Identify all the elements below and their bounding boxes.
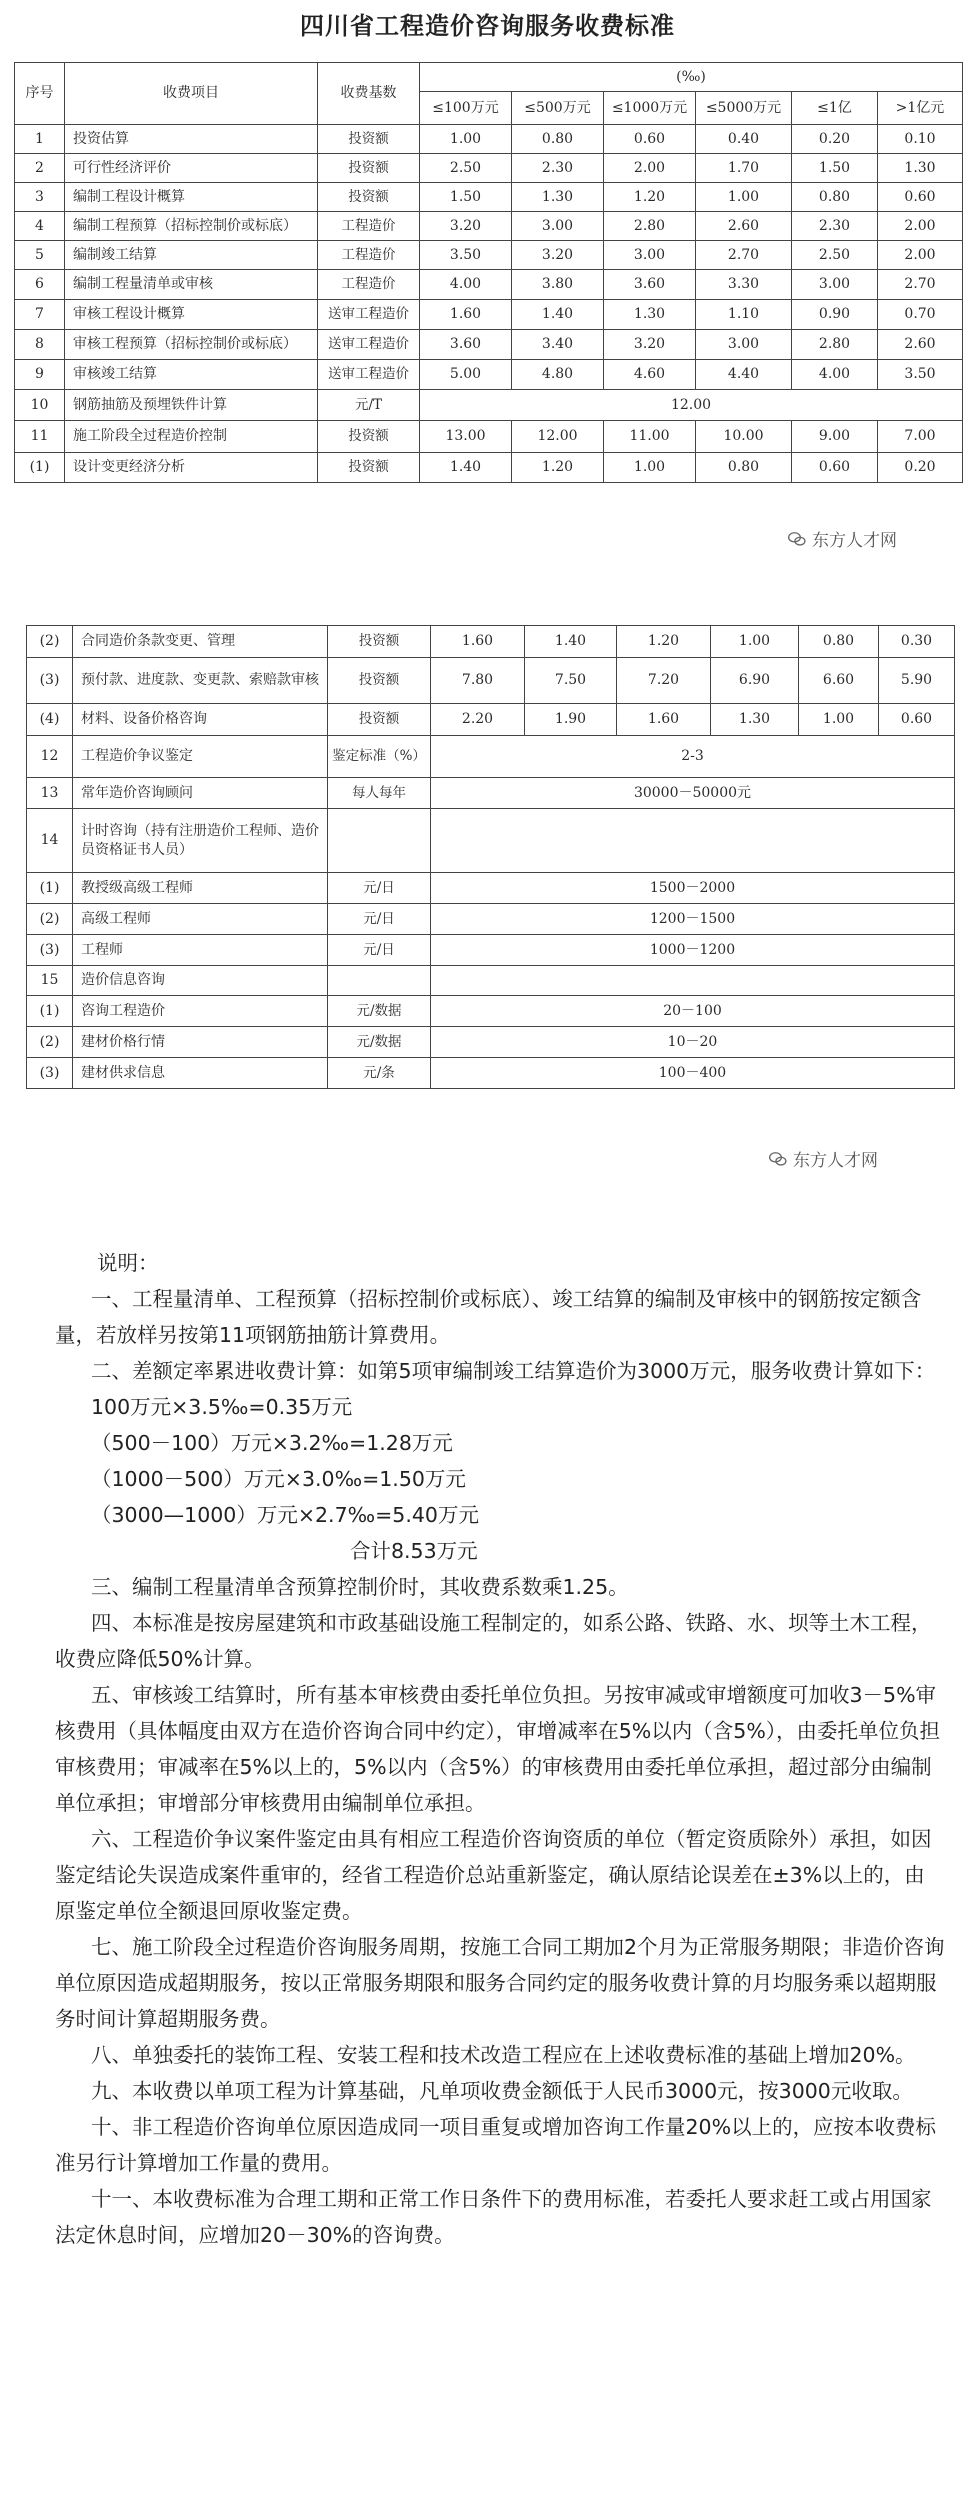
row-basis: 元/数据: [328, 996, 431, 1027]
row-value: 2.00: [878, 241, 963, 270]
row-seq: (2): [27, 1027, 73, 1058]
row-value: 3.00: [792, 270, 878, 300]
row-value: 0.10: [878, 125, 963, 154]
row-value: 0.20: [792, 125, 878, 154]
row-value: 9.00: [792, 421, 878, 453]
notes-section: [55, 1245, 945, 2253]
row-value: 12.00: [512, 421, 604, 453]
row-basis: [328, 809, 431, 873]
row-value: 4.00: [792, 360, 878, 390]
row-merged-value: 100－400: [431, 1058, 955, 1089]
row-value: 1.30: [604, 300, 696, 330]
fee-table-part2: [26, 625, 955, 1089]
note-paragraph: 七、施工阶段全过程造价咨询服务周期，按施工合同工期加2个月为正常服务期限；非造价咨询单位原因造成超期服务，按以正常服务期限和服务合同约定的服务收费计算的月均服务乘以超期服务时间计算超期服务费。: [55, 1935, 945, 2031]
table-row: [15, 300, 963, 330]
row-value: 4.40: [696, 360, 792, 390]
row-basis: 投资额: [318, 154, 420, 183]
row-item: 合同造价条款变更、管理: [73, 626, 328, 658]
row-basis: 鉴定标准（%）: [328, 736, 431, 778]
row-merged-value: 30000－50000元: [431, 778, 955, 809]
row-merged-value: [431, 966, 955, 996]
row-seq: 10: [15, 390, 65, 421]
row-value: 2.80: [604, 212, 696, 241]
row-seq: 2: [15, 154, 65, 183]
row-item: 施工阶段全过程造价控制: [65, 421, 318, 453]
row-seq: 3: [15, 183, 65, 212]
row-basis: 投资额: [328, 704, 431, 736]
row-value: 3.20: [420, 212, 512, 241]
row-value: 3.60: [420, 330, 512, 360]
row-value: 0.80: [799, 626, 879, 658]
row-basis: 工程造价: [318, 212, 420, 241]
row-value: 3.50: [878, 360, 963, 390]
page-title: 四川省工程造价咨询服务收费标准: [300, 12, 675, 40]
row-merged-value: 1000－1200: [431, 935, 955, 966]
row-seq: (2): [27, 904, 73, 935]
watermark: [764, 1145, 882, 1172]
row-basis: 元/日: [328, 904, 431, 935]
row-value: 1.00: [799, 704, 879, 736]
table-row: [15, 154, 963, 183]
row-value: 0.80: [696, 453, 792, 483]
table-row: [27, 809, 955, 873]
table-row: [15, 453, 963, 483]
table-row: [27, 1058, 955, 1089]
row-item: 工程师: [73, 935, 328, 966]
note-paragraph: 十、非工程造价咨询单位原因造成同一项目重复或增加咨询工作量20%以上的，应按本收费标准另行计算增加工作量的费用。: [55, 2115, 937, 2175]
row-item: 编制竣工结算: [65, 241, 318, 270]
row-value: 2.00: [604, 154, 696, 183]
row-value: 1.00: [696, 183, 792, 212]
row-basis: 每人每年: [328, 778, 431, 809]
watermark: [783, 525, 901, 552]
calc-line: （1000－500）万元×3.0‰=1.50万元: [91, 1467, 466, 1491]
row-value: 1.60: [617, 704, 711, 736]
row-item: 咨询工程造价: [73, 996, 328, 1027]
row-merged-value: 2-3: [431, 736, 955, 778]
row-seq: (3): [27, 1058, 73, 1089]
row-value: 3.30: [696, 270, 792, 300]
row-value: 2.70: [878, 270, 963, 300]
calc-line: （500－100）万元×3.2‰=1.28万元: [91, 1431, 453, 1455]
table-row: [15, 270, 963, 300]
row-seq: (1): [27, 996, 73, 1027]
note-paragraph: 五、审核竣工结算时，所有基本审核费由委托单位负担。另按审减或审增额度可加收3－5%审核费用（具体幅度由双方在造价咨询合同中约定），审增减率在5%以内（含5%），由委托单位负担审核费用；审减率在5%以上的，5%以内（含5%）的审核费用由委托单位承担，超过部分由编制单位承担；审增部分审核费用由编制单位承担。: [55, 1683, 941, 1815]
row-value: 0.80: [512, 125, 604, 154]
row-basis: 送审工程造价: [318, 300, 420, 330]
row-item: 编制工程设计概算: [65, 183, 318, 212]
row-basis: [328, 966, 431, 996]
row-value: 1.00: [711, 626, 799, 658]
row-seq: 14: [27, 809, 73, 873]
row-value: 3.60: [604, 270, 696, 300]
row-basis: 投资额: [318, 183, 420, 212]
row-merged-value: 1500－2000: [431, 873, 955, 904]
row-item: 材料、设备价格咨询: [73, 704, 328, 736]
row-item: 造价信息咨询: [73, 966, 328, 996]
fee-table-part1: [14, 62, 963, 483]
row-value: 3.00: [696, 330, 792, 360]
wechat-icon: [787, 529, 807, 549]
row-basis: 投资额: [328, 658, 431, 704]
row-seq: 15: [27, 966, 73, 996]
wechat-icon: [768, 1149, 788, 1169]
row-item: 编制工程预算（招标控制价或标底）: [65, 212, 318, 241]
row-seq: (4): [27, 704, 73, 736]
row-basis: 投资额: [318, 421, 420, 453]
row-value: 1.30: [711, 704, 799, 736]
row-item: 编制工程量清单或审核: [65, 270, 318, 300]
header-item: 收费项目: [65, 63, 318, 125]
row-value: 2.70: [696, 241, 792, 270]
row-value: 4.00: [420, 270, 512, 300]
row-value: 1.20: [512, 453, 604, 483]
row-merged-value: 20－100: [431, 996, 955, 1027]
row-basis: 投资额: [328, 626, 431, 658]
table-row: [27, 966, 955, 996]
row-seq: 7: [15, 300, 65, 330]
row-value: 3.80: [512, 270, 604, 300]
row-value: 7.50: [525, 658, 617, 704]
table-row: [27, 873, 955, 904]
table-row: [27, 626, 955, 658]
row-item: 建材价格行情: [73, 1027, 328, 1058]
row-value: 1.20: [617, 626, 711, 658]
row-value: 7.20: [617, 658, 711, 704]
row-seq: 9: [15, 360, 65, 390]
row-value: 0.60: [878, 183, 963, 212]
row-value: 2.60: [696, 212, 792, 241]
note-paragraph: 二、差额定率累进收费计算：如第5项审编制竣工结算造价为3000万元，服务收费计算如下：: [91, 1359, 936, 1383]
row-value: 5.90: [879, 658, 955, 704]
header-basis: 收费基数: [318, 63, 420, 125]
row-item: 审核工程设计概算: [65, 300, 318, 330]
row-value: 13.00: [420, 421, 512, 453]
table-row: [15, 421, 963, 453]
header-range: ≤100万元: [420, 92, 512, 125]
row-seq: 11: [15, 421, 65, 453]
calc-line: （3000—1000）万元×2.7‰=5.40万元: [91, 1503, 479, 1527]
row-merged-value: 1200－1500: [431, 904, 955, 935]
row-value: 1.40: [512, 300, 604, 330]
calc-total: 合计8.53万元: [350, 1539, 478, 1563]
row-item: 审核竣工结算: [65, 360, 318, 390]
row-basis: 元/日: [328, 935, 431, 966]
note-paragraph: 九、本收费以单项工程为计算基础，凡单项收费金额低于人民币3000元，按3000元收取。: [91, 2079, 913, 2103]
row-basis: 投资额: [318, 453, 420, 483]
calc-line: 100万元×3.5‰=0.35万元: [91, 1395, 353, 1419]
row-value: 0.30: [879, 626, 955, 658]
row-basis: 送审工程造价: [318, 360, 420, 390]
row-seq: 4: [15, 212, 65, 241]
row-value: 0.60: [792, 453, 878, 483]
note-paragraph: 十一、本收费标准为合理工期和正常工作日条件下的费用标准，若委托人要求赶工或占用国家法定休息时间，应增加20－30%的咨询费。: [55, 2187, 932, 2247]
row-value: 2.30: [512, 154, 604, 183]
watermark-text: 东方人才网: [812, 531, 897, 551]
table-row: [15, 212, 963, 241]
table-row: [27, 935, 955, 966]
row-value: 3.00: [512, 212, 604, 241]
row-value: 1.30: [878, 154, 963, 183]
row-value: 1.90: [525, 704, 617, 736]
header-unit: (‰): [420, 63, 963, 92]
row-basis: 投资额: [318, 125, 420, 154]
table-row: [15, 360, 963, 390]
row-item: 计时咨询（持有注册造价工程师、造价员资格证书人员）: [73, 809, 328, 873]
row-value: 3.40: [512, 330, 604, 360]
row-item: 高级工程师: [73, 904, 328, 935]
row-item: 工程造价争议鉴定: [73, 736, 328, 778]
table-row: [27, 1027, 955, 1058]
row-value: 1.10: [696, 300, 792, 330]
row-seq: (1): [15, 453, 65, 483]
row-value: 0.60: [604, 125, 696, 154]
table-row: [15, 241, 963, 270]
row-value: 4.60: [604, 360, 696, 390]
row-value: 0.90: [792, 300, 878, 330]
row-value: 1.50: [420, 183, 512, 212]
row-value: 7.80: [431, 658, 525, 704]
notes-heading: 说明：: [97, 1251, 159, 1275]
row-value: 2.20: [431, 704, 525, 736]
note-paragraph: 一、工程量清单、工程预算（招标控制价或标底）、竣工结算的编制及审核中的钢筋按定额含量，若放样另按第11项钢筋抽筋计算费用。: [55, 1287, 922, 1347]
row-value: 1.70: [696, 154, 792, 183]
note-paragraph: 四、本标准是按房屋建筑和市政基础设施工程制定的，如系公路、铁路、水、坝等土木工程，收费应降低50%计算。: [55, 1611, 932, 1671]
row-value: 3.00: [604, 241, 696, 270]
row-item: 钢筋抽筋及预埋铁件计算: [65, 390, 318, 421]
note-paragraph: 八、单独委托的装饰工程、安装工程和技术改造工程应在上述收费标准的基础上增加20%。: [91, 2043, 916, 2067]
row-value: 1.00: [604, 453, 696, 483]
note-paragraph: 三、编制工程量清单含预算控制价时，其收费系数乘1.25。: [91, 1575, 629, 1599]
row-item: 建材供求信息: [73, 1058, 328, 1089]
row-basis: 元/数据: [328, 1027, 431, 1058]
row-merged-value: 12.00: [420, 390, 963, 421]
table-row: [15, 183, 963, 212]
row-value: 2.00: [878, 212, 963, 241]
row-merged-value: [431, 809, 955, 873]
row-value: 1.60: [420, 300, 512, 330]
row-item: 审核工程预算（招标控制价或标底）: [65, 330, 318, 360]
row-seq: 12: [27, 736, 73, 778]
row-value: 0.70: [878, 300, 963, 330]
row-item: 常年造价咨询顾问: [73, 778, 328, 809]
table-row: [27, 904, 955, 935]
row-value: 3.20: [604, 330, 696, 360]
row-value: 1.20: [604, 183, 696, 212]
table-row: [15, 330, 963, 360]
row-value: 7.00: [878, 421, 963, 453]
row-item: 设计变更经济分析: [65, 453, 318, 483]
table-row: [27, 778, 955, 809]
row-value: 1.60: [431, 626, 525, 658]
row-basis: 工程造价: [318, 241, 420, 270]
row-value: 2.80: [792, 330, 878, 360]
header-range: ≤1000万元: [604, 92, 696, 125]
row-seq: (2): [27, 626, 73, 658]
row-basis: 工程造价: [318, 270, 420, 300]
row-value: 3.50: [420, 241, 512, 270]
row-value: 1.50: [792, 154, 878, 183]
header-range: ≤5000万元: [696, 92, 792, 125]
table-row: [27, 704, 955, 736]
row-value: 4.80: [512, 360, 604, 390]
row-item: 预付款、进度款、变更款、索赔款审核: [73, 658, 328, 704]
row-value: 2.50: [792, 241, 878, 270]
row-value: 11.00: [604, 421, 696, 453]
table-row: [27, 996, 955, 1027]
header-range: >1亿元: [878, 92, 963, 125]
row-value: 2.30: [792, 212, 878, 241]
row-value: 1.00: [420, 125, 512, 154]
row-seq: (1): [27, 873, 73, 904]
row-value: 0.20: [878, 453, 963, 483]
row-seq: 8: [15, 330, 65, 360]
row-seq: 5: [15, 241, 65, 270]
row-basis: 元/T: [318, 390, 420, 421]
row-item: 投资估算: [65, 125, 318, 154]
row-seq: 6: [15, 270, 65, 300]
row-value: 1.30: [512, 183, 604, 212]
row-item: 教授级高级工程师: [73, 873, 328, 904]
header-range: ≤1亿: [792, 92, 878, 125]
row-value: 1.40: [420, 453, 512, 483]
row-basis: 元/条: [328, 1058, 431, 1089]
row-seq: 13: [27, 778, 73, 809]
table-row: [15, 390, 963, 421]
watermark-text: 东方人才网: [793, 1151, 878, 1171]
row-basis: 元/日: [328, 873, 431, 904]
table-row: [15, 125, 963, 154]
row-value: 2.50: [420, 154, 512, 183]
row-item: 可行性经济评价: [65, 154, 318, 183]
row-value: 3.20: [512, 241, 604, 270]
row-merged-value: 10－20: [431, 1027, 955, 1058]
row-value: 6.60: [799, 658, 879, 704]
table-row: [27, 736, 955, 778]
row-value: 2.60: [878, 330, 963, 360]
row-value: 10.00: [696, 421, 792, 453]
row-seq: (3): [27, 935, 73, 966]
row-seq: 1: [15, 125, 65, 154]
row-value: 0.60: [879, 704, 955, 736]
header-seq: 序号: [15, 63, 65, 125]
row-value: 6.90: [711, 658, 799, 704]
row-value: 0.40: [696, 125, 792, 154]
row-value: 5.00: [420, 360, 512, 390]
row-value: 0.80: [792, 183, 878, 212]
note-paragraph: 六、工程造价争议案件鉴定由具有相应工程造价咨询资质的单位（暂定资质除外）承担，如因鉴定结论失误造成案件重审的，经省工程造价总站重新鉴定，确认原结论误差在±3%以上的，由原鉴定单位全额退回原收鉴定费。: [55, 1827, 932, 1923]
table-row: [27, 658, 955, 704]
header-range: ≤500万元: [512, 92, 604, 125]
row-basis: 送审工程造价: [318, 330, 420, 360]
row-value: 1.40: [525, 626, 617, 658]
row-seq: (3): [27, 658, 73, 704]
